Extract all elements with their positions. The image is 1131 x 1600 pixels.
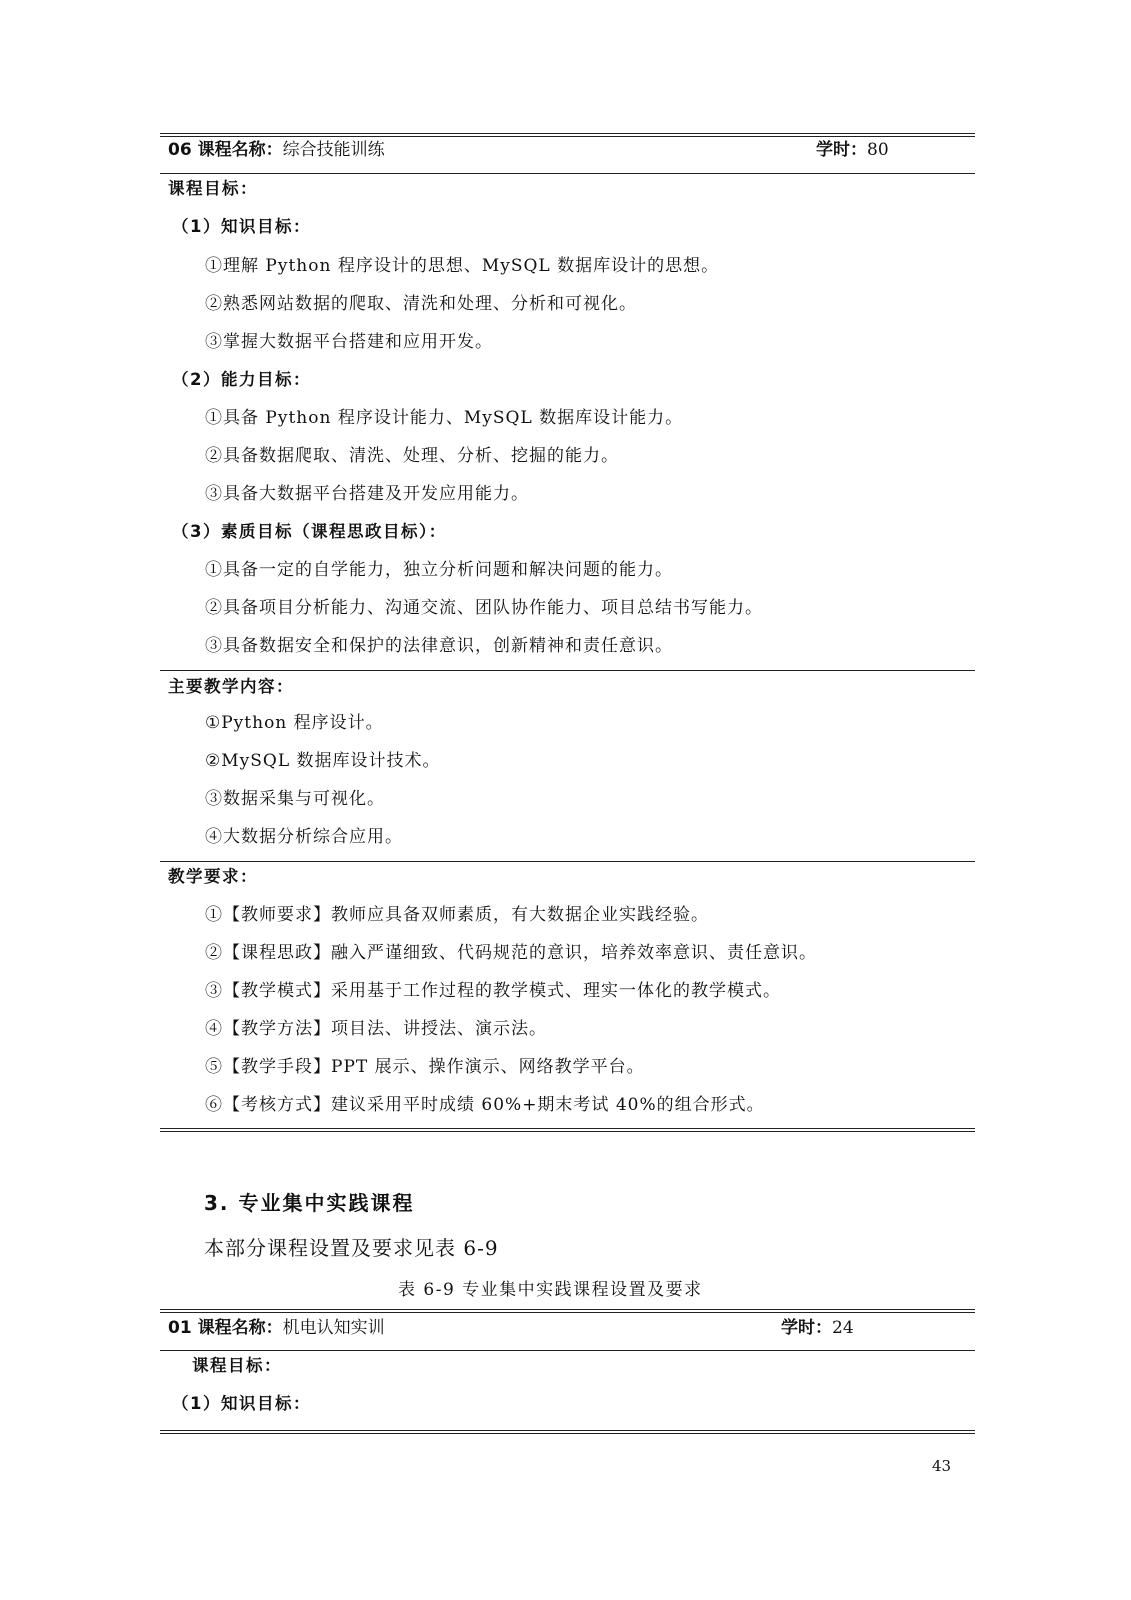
course-name-value: 综合技能训练 <box>282 140 385 160</box>
content-title: 主要教学内容： <box>168 677 294 696</box>
quality-item: ②具备项目分析能力、沟通交流、团队协作能力、项目总结书写能力。 <box>205 598 763 618</box>
content-item: ④大数据分析综合应用。 <box>205 827 403 847</box>
quality-item: ①具备一定的自学能力，独立分析问题和解决问题的能力。 <box>205 560 673 580</box>
table-bottom-rule <box>160 1128 975 1132</box>
course-header <box>168 1316 385 1340</box>
course-hours-value: 24 <box>832 1318 854 1338</box>
quality-title: （3）素质目标（课程思政目标）： <box>172 522 447 541</box>
row-divider <box>160 670 975 671</box>
ability-item: ③具备大数据平台搭建及开发应用能力。 <box>205 484 529 504</box>
quality-item: ③具备数据安全和保护的法律意识，创新精神和责任意识。 <box>205 636 673 656</box>
course-hours-label: 学时： <box>781 1318 832 1338</box>
table-caption: 表 6-9 专业集中实践课程设置及要求 <box>398 1280 703 1300</box>
ability-item: ①具备 Python 程序设计能力、MySQL 数据库设计能力。 <box>205 408 684 428</box>
course-name-label: 06 课程名称： <box>168 140 283 160</box>
course-name-label: 01 课程名称： <box>168 1318 283 1338</box>
goals-title: 课程目标： <box>192 1356 282 1375</box>
course-hours <box>816 138 889 162</box>
course-hours-value: 80 <box>867 140 889 160</box>
goals-title: 课程目标： <box>168 179 258 198</box>
requirement-item: ④【教学方法】项目法、讲授法、演示法。 <box>205 1019 547 1039</box>
content-item: ③数据采集与可视化。 <box>205 789 385 809</box>
ability-item: ②具备数据爬取、清洗、处理、分析、挖掘的能力。 <box>205 446 619 466</box>
section-title: 3. 专业集中实践课程 <box>204 1191 415 1215</box>
knowledge-item: ①理解 Python 程序设计的思想、MySQL 数据库设计的思想。 <box>205 256 720 276</box>
course-header <box>168 138 385 162</box>
requirement-item: ⑥【考核方式】建议采用平时成绩 60%+期末考试 40%的组合形式。 <box>205 1095 765 1115</box>
page-number: 43 <box>932 1457 952 1475</box>
table-bottom-rule <box>160 1430 975 1434</box>
section-intro: 本部分课程设置及要求见表 6-9 <box>204 1236 499 1260</box>
knowledge-title: （1）知识目标： <box>172 1394 311 1413</box>
ability-title: （2）能力目标： <box>172 370 311 389</box>
requirement-item: ②【课程思政】融入严谨细致、代码规范的意识，培养效率意识、责任意识。 <box>205 943 817 963</box>
row-divider <box>160 173 975 174</box>
table-top-rule <box>160 133 975 137</box>
course-hours-label: 学时： <box>816 140 867 160</box>
requirement-item: ⑤【教学手段】PPT 展示、操作演示、网络教学平台。 <box>205 1057 645 1077</box>
course-name-value: 机电认知实训 <box>282 1318 385 1338</box>
requirement-item: ①【教师要求】教师应具备双师素质，有大数据企业实践经验。 <box>205 905 709 925</box>
knowledge-item: ③掌握大数据平台搭建和应用开发。 <box>205 332 493 352</box>
course-hours <box>781 1316 854 1340</box>
knowledge-title: （1）知识目标： <box>172 217 311 236</box>
content-item: ②MySQL 数据库设计技术。 <box>205 751 441 771</box>
table-top-rule <box>160 1309 975 1313</box>
content-item: ①Python 程序设计。 <box>205 713 384 733</box>
requirement-item: ③【教学模式】采用基于工作过程的教学模式、理实一体化的教学模式。 <box>205 981 781 1001</box>
row-divider <box>160 861 975 862</box>
row-divider <box>160 1350 975 1351</box>
knowledge-item: ②熟悉网站数据的爬取、清洗和处理、分析和可视化。 <box>205 294 637 314</box>
requirements-title: 教学要求： <box>168 867 258 886</box>
